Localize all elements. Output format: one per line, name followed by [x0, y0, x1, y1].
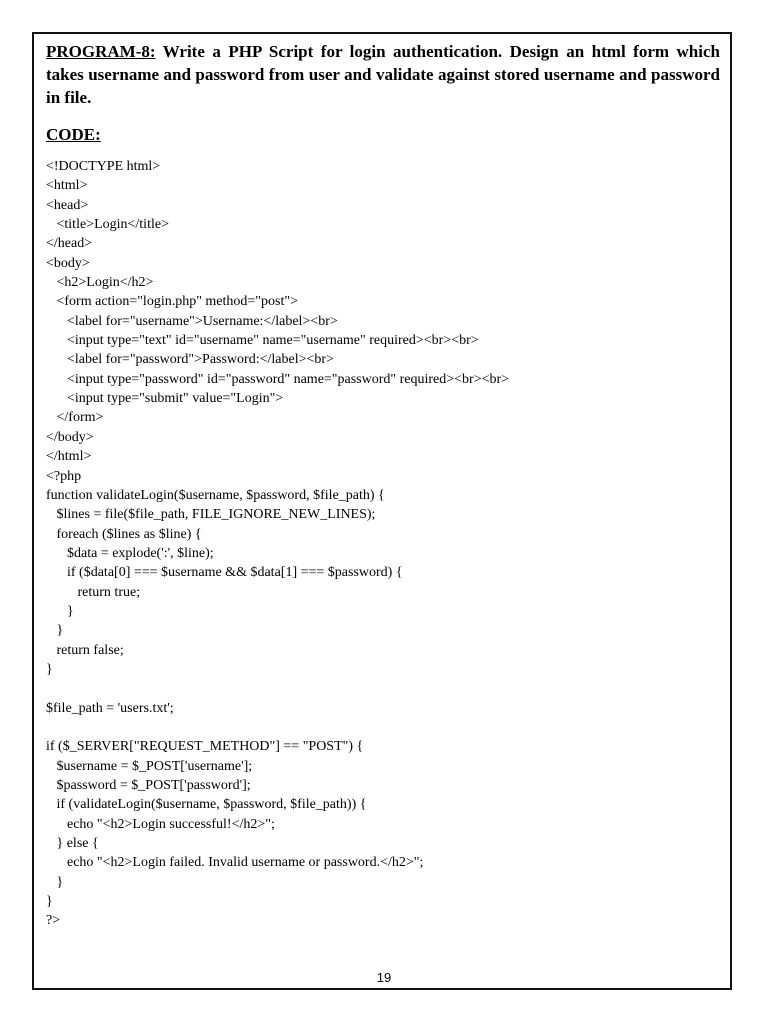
- code-line: <html>: [46, 178, 88, 194]
- code-line: <form action="login.php" method="post">: [46, 294, 298, 310]
- program-heading: [46, 40, 720, 109]
- code-line: ?>: [46, 913, 61, 929]
- code-line: foreach ($lines as $line) {: [46, 526, 202, 542]
- code-line: <label for="username">Username:</label><br>: [46, 313, 338, 329]
- code-line: </head>: [46, 236, 93, 252]
- program-description: Write a PHP Script for login authentication. Design an html form which takes username and password from user and validate against stored username and password in file.: [46, 42, 720, 107]
- code-line: } else {: [46, 836, 99, 852]
- code-line: <h2>Login</h2>: [46, 275, 154, 291]
- code-line: $password = $_POST['password'];: [46, 778, 251, 793]
- code-line: </form>: [46, 410, 104, 426]
- code-line: }: [46, 894, 53, 910]
- code-line: <input type="text" id="username" name="username" required><br><br>: [46, 333, 479, 349]
- code-line: if ($data[0] === $username && $data[1] === $password) {: [46, 565, 403, 581]
- code-line: }: [46, 623, 64, 639]
- code-line: <?php: [46, 468, 82, 484]
- code-line: <body>: [46, 255, 90, 271]
- code-line: <input type="password" id="password" name="password" required><br><br>: [46, 371, 510, 387]
- code-line: function validateLogin($username, $password, $file_path) {: [46, 487, 385, 503]
- code-line: <!DOCTYPE html>: [46, 159, 161, 174]
- page-content: [46, 40, 720, 931]
- code-line: }: [46, 603, 74, 619]
- code-line: $file_path = 'users.txt';: [46, 700, 174, 716]
- page-number: 19: [376, 970, 392, 985]
- code-line: </html>: [46, 449, 92, 465]
- code-heading: CODE:: [46, 125, 101, 144]
- code-line: return false;: [46, 642, 124, 658]
- code-line: if ($_SERVER["REQUEST_METHOD"] == "POST") {: [46, 739, 364, 755]
- code-line: </body>: [46, 429, 94, 445]
- code-line: $lines = file($file_path, FILE_IGNORE_NEW_LINES);: [46, 507, 376, 523]
- code-line: $data = explode(':', $line);: [46, 545, 214, 561]
- code-line: return true;: [46, 584, 141, 600]
- code-line: $username = $_POST['username'];: [46, 758, 253, 774]
- code-line: <head>: [46, 197, 89, 213]
- code-line: <input type="submit" value="Login">: [46, 391, 284, 407]
- code-line: if (validateLogin($username, $password, $file_path)) {: [46, 797, 367, 813]
- code-line: [46, 718, 720, 737]
- code-line: echo "<h2>Login successful!</h2>";: [46, 816, 275, 832]
- code-line: [46, 679, 720, 698]
- code-line: <title>Login</title>: [46, 217, 169, 233]
- code-line: <label for="password">Password:</label><br>: [46, 352, 334, 368]
- code-line: echo "<h2>Login failed. Invalid username or password.</h2>";: [46, 855, 424, 871]
- code-line: }: [46, 661, 53, 677]
- code-block: [46, 157, 720, 931]
- code-line: }: [46, 874, 64, 890]
- program-label: PROGRAM-8:: [46, 42, 156, 61]
